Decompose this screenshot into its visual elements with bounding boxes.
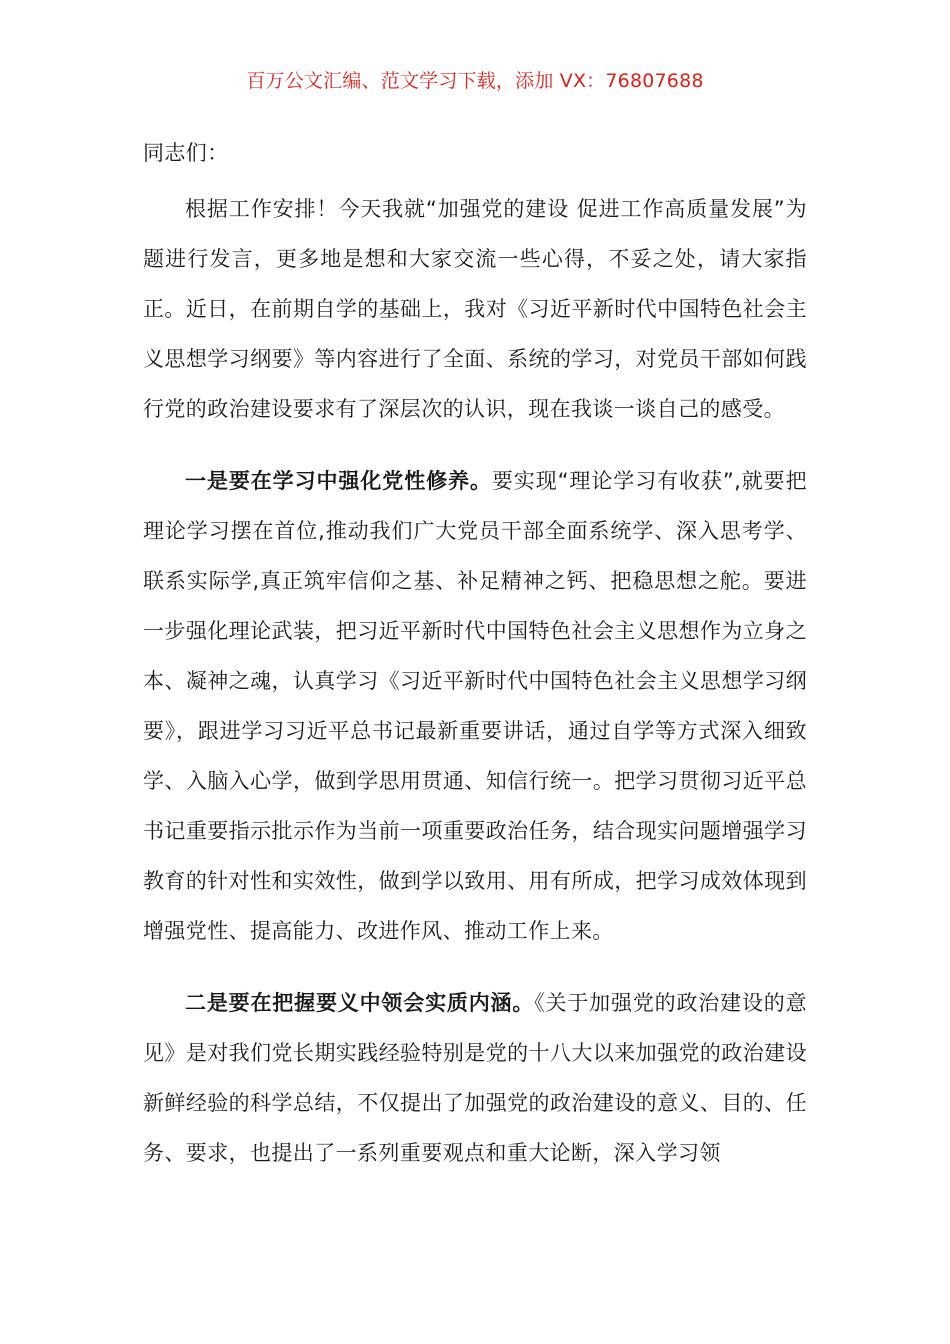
paragraph-intro	[143, 184, 807, 434]
paragraph-lead: 二是要在把握要义中领会实质内涵。	[185, 991, 535, 1015]
document-body	[143, 128, 807, 1200]
paragraph-text: 要实现“理论学习有收获”,就要把理论学习摆在首位,推动我们广大党员干部全面系统学、深入思考学、联系实际学,真正筑牢信仰之基、补足精神之钙、把稳思想之舵。要进一步强化理论武装，把习近平新时代中国特色社会主义思想作为立身之本、凝神之魂，认真学习《习近平新时代中国特色社会主义思想学习纲要》，跟进学习习近平总书记最新重要讲话，通过自学等方式深入细致学、入脑入心学，做到学思用贯通、知信行统一。把学习贯彻习近平总书记重要指示批示作为当前一项重要政治任务，结合现实问题增强学习教育的针对性和实效性，做到学以致用、用有所成，把学习成效体现到增强党性、提高能力、改进作风、推动工作上来。	[143, 469, 807, 943]
paragraph-lead: 一是要在学习中强化党性修养。	[185, 469, 492, 493]
paragraph-point-two	[143, 978, 807, 1178]
salutation: 同志们：	[143, 141, 229, 165]
paragraph-text: 《关于加强党的政治建设的意见》是对我们党长期实践经验特别是党的十八大以来加强党的政治建设新鲜经验的科学总结，不仅提出了加强党的政治建设的意义、目的、任务、要求，也提出了一系列重要观点和重大论断，深入学习领	[143, 991, 807, 1165]
header-banner: 百万公文汇编、范文学习下载，添加 VX：76807688	[246, 70, 704, 92]
paragraph-text: 根据工作安排！今天我就“加强党的建设 促进工作高质量发展”为题进行发言，更多地是想和大家交流一些心得，不妥之处，请大家指正。近日，在前期自学的基础上，我对《习近平新时代中国特色社会主义思想学习纲要》等内容进行了全面、系统的学习，对党员干部如何践行党的政治建设要求有了深层次的认识，现在我谈一谈自己的感受。	[143, 197, 807, 421]
paragraph-point-one	[143, 456, 807, 956]
